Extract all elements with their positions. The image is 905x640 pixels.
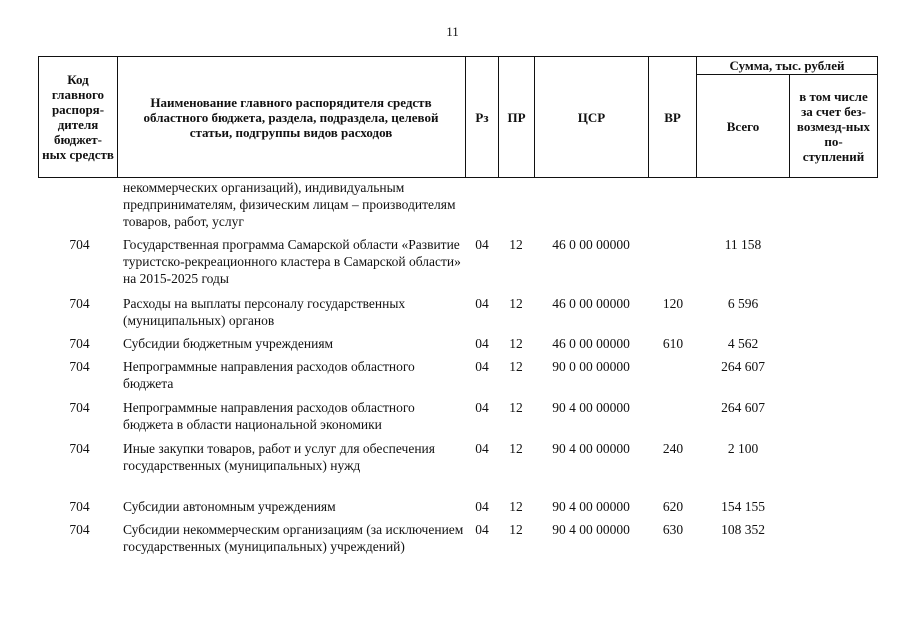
cell-code: 704 [69, 441, 90, 456]
cell-name: некоммерческих организаций), индивидуальным предпринимателям, физическим лицам – производителям товаров, работ, услуг [123, 180, 456, 229]
cell-code: 704 [69, 522, 90, 537]
header-name: Наименование главного распорядителя средств областного бюджета, раздела, подраздела, целевой статьи, подгруппы видов расходов [143, 94, 439, 140]
cell-csr: 90 4 00 00000 [552, 441, 630, 456]
cell-csr: 90 4 00 00000 [552, 400, 630, 415]
cell-vr: 630 [662, 522, 684, 537]
cell-rz: 04 [475, 237, 489, 252]
header-pr: ПР [507, 109, 526, 125]
cell-total: 154 155 [721, 499, 765, 514]
cell-vr: 240 [662, 441, 684, 456]
header-total: Всего [726, 118, 760, 134]
cell-name: Непрограммные направления расходов областного бюджета в области национальной экономики [123, 400, 415, 432]
cell-csr: 46 0 00 00000 [552, 296, 630, 311]
cell-pr: 12 [509, 522, 523, 537]
header-code: Код главного распоря-дителя бюджет-ных средств [42, 72, 114, 162]
cell-total: 108 352 [721, 522, 765, 537]
cell-name: Субсидии некоммерческим организациям (за исключением государственных (муниципальных) учреждений) [123, 522, 464, 554]
cell-vr: 120 [662, 296, 684, 311]
cell-pr: 12 [509, 336, 523, 351]
header-free: в том числе за счет без-возмезд-ных по-ступлений [796, 88, 871, 164]
cell-name: Субсидии автономным учреждениям [123, 499, 336, 514]
cell-pr: 12 [509, 400, 523, 415]
cell-name: Иные закупки товаров, работ и услуг для обеспечения государственных (муниципальных) нужд [123, 441, 435, 473]
header-vr: ВР [664, 109, 681, 125]
header-sum: Сумма, тыс. рублей [729, 58, 845, 73]
cell-csr: 90 4 00 00000 [552, 499, 630, 514]
header-rz: Рз [475, 109, 489, 125]
cell-name: Непрограммные направления расходов областного бюджета [123, 359, 415, 391]
cell-total: 264 607 [721, 400, 765, 415]
cell-pr: 12 [509, 296, 523, 311]
cell-rz: 04 [475, 499, 489, 514]
cell-code: 704 [69, 359, 90, 374]
cell-total: 6 596 [727, 296, 759, 311]
cell-total: 2 100 [727, 441, 759, 456]
cell-csr: 46 0 00 00000 [552, 237, 630, 252]
cell-rz: 04 [475, 400, 489, 415]
cell-vr: 610 [662, 336, 684, 351]
cell-csr: 90 0 00 00000 [552, 359, 630, 374]
header-csr: ЦСР [577, 109, 606, 125]
cell-code: 704 [69, 400, 90, 415]
cell-total: 264 607 [721, 359, 765, 374]
cell-name: Государственная программа Самарской области «Развитие туристско-рекреационного кластера в Самарской области» на 2015-2025 годы [123, 237, 461, 286]
cell-pr: 12 [509, 441, 523, 456]
cell-total: 4 562 [727, 336, 759, 351]
cell-total: 11 158 [724, 237, 762, 252]
cell-rz: 04 [475, 522, 489, 537]
cell-rz: 04 [475, 296, 489, 311]
cell-rz: 04 [475, 336, 489, 351]
cell-vr: 620 [662, 499, 684, 514]
cell-name: Расходы на выплаты персоналу государственных (муниципальных) органов [123, 296, 406, 328]
cell-name: Субсидии бюджетным учреждениям [123, 336, 334, 351]
cell-csr: 46 0 00 00000 [552, 336, 630, 351]
cell-code: 704 [69, 237, 90, 252]
cell-rz: 04 [475, 359, 489, 374]
cell-pr: 12 [509, 237, 523, 252]
cell-rz: 04 [475, 441, 489, 456]
page-number: 11 [446, 24, 459, 39]
cell-pr: 12 [509, 499, 523, 514]
cell-code: 704 [69, 336, 90, 351]
cell-pr: 12 [509, 359, 523, 374]
cell-csr: 90 4 00 00000 [552, 522, 630, 537]
cell-code: 704 [69, 296, 90, 311]
cell-code: 704 [69, 499, 90, 514]
